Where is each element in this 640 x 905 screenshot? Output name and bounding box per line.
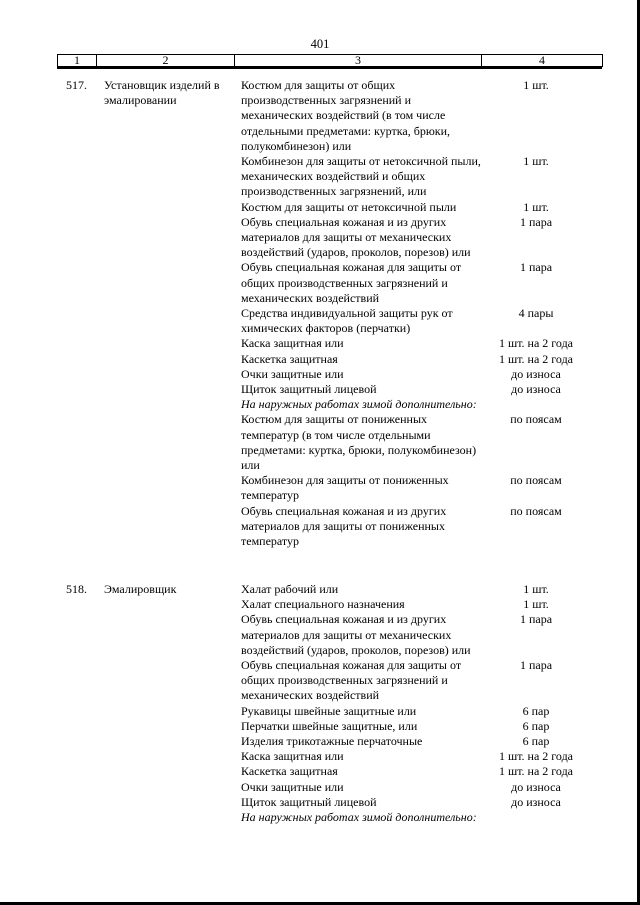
column-header-3: 3 bbox=[235, 55, 482, 67]
equipment-item bbox=[241, 367, 589, 382]
equipment-name: Каска защитная или bbox=[241, 749, 344, 764]
equipment-item bbox=[241, 795, 589, 810]
column-header-row bbox=[57, 54, 603, 67]
equipment-name: На наружных работах зимой дополнительно: bbox=[241, 810, 477, 825]
equipment-item bbox=[241, 200, 589, 215]
equipment-name: Перчатки швейные защитные, или bbox=[241, 718, 418, 733]
issue-norm: 1 шт. на 2 года bbox=[498, 336, 574, 351]
issue-norm: 1 шт. на 2 года bbox=[498, 351, 574, 366]
equipment-name: Костюм для защиты от нетоксичной пыли bbox=[241, 199, 457, 214]
issue-norm: до износа bbox=[511, 779, 561, 794]
issue-norm: 1 шт. bbox=[523, 154, 549, 169]
equipment-name: Щиток защитный лицевой bbox=[241, 382, 377, 397]
equipment-name: Очки защитные или bbox=[241, 366, 344, 381]
issue-norm: 1 пара bbox=[519, 612, 553, 627]
issue-norm: по поясам bbox=[510, 503, 562, 518]
equipment-item bbox=[241, 504, 589, 550]
equipment-name: Обувь специальная кожаная для защиты от общих производственных загрязнений и механических воздействий bbox=[241, 658, 462, 703]
issue-norm: 1 шт. на 2 года bbox=[498, 764, 574, 779]
equipment-name: Халат рабочий или bbox=[241, 582, 339, 596]
issue-norm: 1 шт. bbox=[523, 199, 549, 214]
equipment-name: На наружных работах зимой дополнительно: bbox=[241, 397, 477, 412]
equipment-item bbox=[241, 352, 589, 367]
page-number: 401 bbox=[310, 37, 330, 51]
equipment-item bbox=[241, 78, 589, 154]
issue-norm: 1 пара bbox=[519, 658, 553, 673]
equipment-item bbox=[241, 658, 589, 704]
equipment-item bbox=[241, 597, 589, 612]
equipment-list bbox=[241, 78, 589, 549]
equipment-list bbox=[241, 582, 589, 825]
issue-norm: 6 пар bbox=[522, 718, 550, 733]
equipment-name: Средства индивидуальной защиты рук от химических факторов (перчатки) bbox=[241, 306, 453, 336]
issue-norm: по поясам bbox=[510, 473, 562, 488]
equipment-item bbox=[241, 719, 589, 734]
equipment-name: Обувь специальная кожаная и из других материалов для защиты от пониженных температур bbox=[241, 503, 447, 549]
equipment-name: Очки защитные или bbox=[241, 779, 344, 794]
issue-norm: 1 пара bbox=[519, 214, 553, 229]
issue-norm: 1 пара bbox=[519, 260, 553, 275]
column-header-2: 2 bbox=[97, 55, 235, 67]
equipment-item bbox=[241, 336, 589, 351]
equipment-name: Рукавицы швейные защитные или bbox=[241, 703, 417, 718]
equipment-item bbox=[241, 154, 589, 200]
equipment-name: Комбинезон для защиты от пониженных температур bbox=[241, 473, 449, 503]
equipment-name: Каска защитная или bbox=[241, 336, 344, 351]
equipment-item bbox=[241, 382, 589, 397]
issue-norm: до износа bbox=[511, 794, 561, 809]
equipment-item bbox=[241, 582, 589, 597]
header-rule bbox=[57, 67, 602, 69]
equipment-name: Комбинезон для защиты от нетоксичной пыли, механических воздействий и общих производственных загрязнений, или bbox=[241, 154, 481, 199]
equipment-item bbox=[241, 734, 589, 749]
issue-norm: 1 шт. bbox=[523, 582, 549, 596]
equipment-name: Каскетка защитная bbox=[241, 351, 338, 366]
profession-name: Установщик изделий в эмалировании bbox=[104, 78, 220, 108]
equipment-item bbox=[241, 260, 589, 306]
equipment-name: Обувь специальная кожаная для защиты от общих производственных загрязнений и механических воздействий bbox=[241, 260, 462, 305]
equipment-item bbox=[241, 749, 589, 764]
column-header-4: 4 bbox=[482, 55, 603, 67]
issue-norm: 1 шт. bbox=[523, 78, 549, 92]
section-note bbox=[241, 397, 589, 412]
equipment-item bbox=[241, 612, 589, 658]
equipment-name: Щиток защитный лицевой bbox=[241, 794, 377, 809]
equipment-item bbox=[241, 780, 589, 795]
equipment-item bbox=[241, 704, 589, 719]
entry-number: 517. bbox=[66, 78, 87, 92]
equipment-name: Костюм для защиты от пониженных температур (в том числе отдельными предметами: куртка, брюки, полукомбинезон) или bbox=[241, 412, 477, 473]
issue-norm: 1 шт. на 2 года bbox=[498, 749, 574, 764]
equipment-item bbox=[241, 412, 589, 473]
equipment-item bbox=[241, 473, 589, 503]
equipment-item bbox=[241, 215, 589, 261]
equipment-name: Каскетка защитная bbox=[241, 764, 338, 779]
issue-norm: 4 пары bbox=[518, 306, 554, 321]
issue-norm: до износа bbox=[511, 382, 561, 397]
equipment-name: Обувь специальная кожаная и из других материалов для защиты от механических воздействий (ударов, проколов, порезов) или bbox=[241, 612, 471, 657]
issue-norm: по поясам bbox=[510, 412, 562, 427]
entry-number: 518. bbox=[66, 582, 87, 596]
column-header-1: 1 bbox=[58, 55, 97, 67]
issue-norm: 6 пар bbox=[522, 703, 550, 718]
equipment-name: Халат специального назначения bbox=[241, 597, 405, 612]
profession-name: Эмалировщик bbox=[104, 582, 177, 596]
section-note bbox=[241, 810, 589, 825]
equipment-name: Изделия трикотажные перчаточные bbox=[241, 734, 423, 749]
issue-norm: 1 шт. bbox=[523, 597, 549, 612]
equipment-name: Костюм для защиты от общих производственных загрязнений и механических воздействий (в том числе отдельными предметами: куртка, брюки, полукомбинезон) или bbox=[241, 78, 451, 153]
equipment-item bbox=[241, 764, 589, 779]
equipment-item bbox=[241, 306, 589, 336]
issue-norm: до износа bbox=[511, 366, 561, 381]
issue-norm: 6 пар bbox=[522, 734, 550, 749]
equipment-name: Обувь специальная кожаная и из других материалов для защиты от механических воздействий (ударов, проколов, порезов) или bbox=[241, 214, 471, 260]
